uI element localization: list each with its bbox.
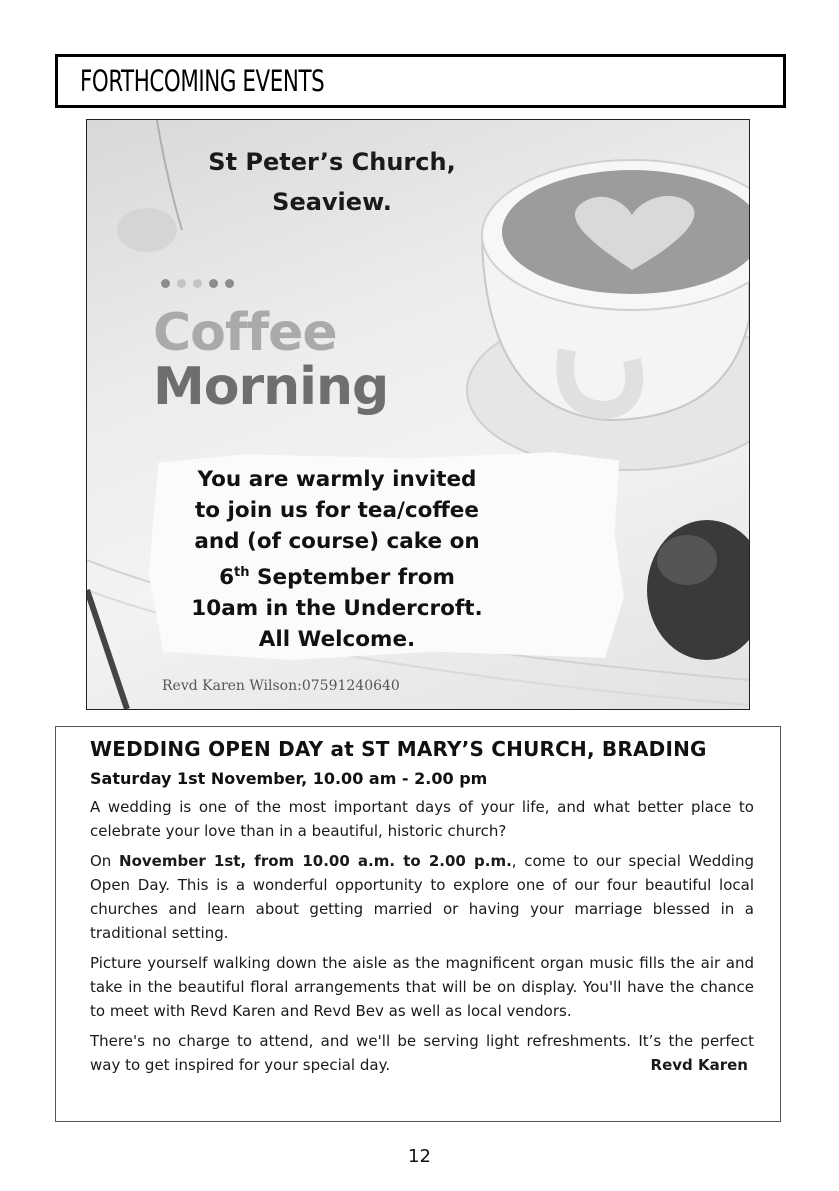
signature: Revd Karen — [650, 1056, 748, 1074]
invite-line: You are warmly invited — [197, 467, 477, 492]
date-suffix: th — [234, 565, 250, 580]
section-title: FORTHCOMING EVENTS — [80, 64, 325, 98]
dot — [161, 279, 170, 288]
heading-line-1: Coffee — [153, 303, 337, 363]
invite-line: All Welcome. — [258, 627, 416, 653]
decorative-dots — [161, 279, 234, 288]
invite-line: to join us for tea/coffee — [195, 498, 479, 523]
date-day: 6 — [219, 565, 235, 591]
dot — [193, 279, 202, 288]
article-subtitle: Saturday 1st November, 10.00 am - 2.00 pm — [90, 769, 488, 788]
page-number: 12 — [408, 1146, 431, 1167]
p2-pre: On — [90, 852, 120, 870]
contact-info: Revd Karen Wilson:07591240640 — [162, 678, 400, 694]
church-line-1: St Peter’s Church, — [208, 148, 456, 176]
date-rest: September from — [249, 565, 455, 591]
article-paragraph-1: A wedding is one of the most important days of your life, and what better place to celebrate your love than in a beautiful, historic church? — [90, 798, 754, 840]
p4-text: There's no charge to attend, and we'll be serving light refreshments. It’s the perfect way to get inspired for your special day. — [90, 1032, 754, 1074]
p2-bold: November 1st, from 10.00 a.m. to 2.00 p.m. — [119, 852, 512, 870]
dot — [225, 279, 234, 288]
article-paragraph-3: Picture yourself walking down the aisle as the magnificent organ music fills the air and take in the beautiful floral arrangements that will be on display. You'll have the chance to meet with Revd Karen and Revd Bev as well as local vendors. — [90, 954, 754, 1020]
invite-line: 10am in the Undercroft. — [191, 596, 483, 622]
article-paragraph-4 — [90, 1029, 754, 1077]
invitation-text — [157, 464, 517, 655]
coffee-morning-poster — [86, 119, 750, 710]
section-header — [55, 54, 786, 108]
article-title: WEDDING OPEN DAY at ST MARY’S CHURCH, BRADING — [90, 737, 707, 761]
church-name — [167, 142, 497, 222]
dot — [209, 279, 218, 288]
church-line-2: Seaview. — [272, 188, 392, 216]
invite-line: and (of course) cake on — [194, 529, 480, 554]
invite-date-line — [157, 557, 517, 593]
dot — [177, 279, 186, 288]
wedding-open-day-article — [55, 726, 781, 1122]
p2-post: , come to our special Wedding Open Day. This is a wonderful opportunity to explore one of our four beautiful local churches and learn about getting married or having your marriage blessed in a traditional setting. — [90, 852, 754, 942]
event-heading — [153, 303, 389, 417]
heading-line-2: Morning — [153, 357, 389, 417]
article-paragraph-2 — [90, 849, 754, 945]
